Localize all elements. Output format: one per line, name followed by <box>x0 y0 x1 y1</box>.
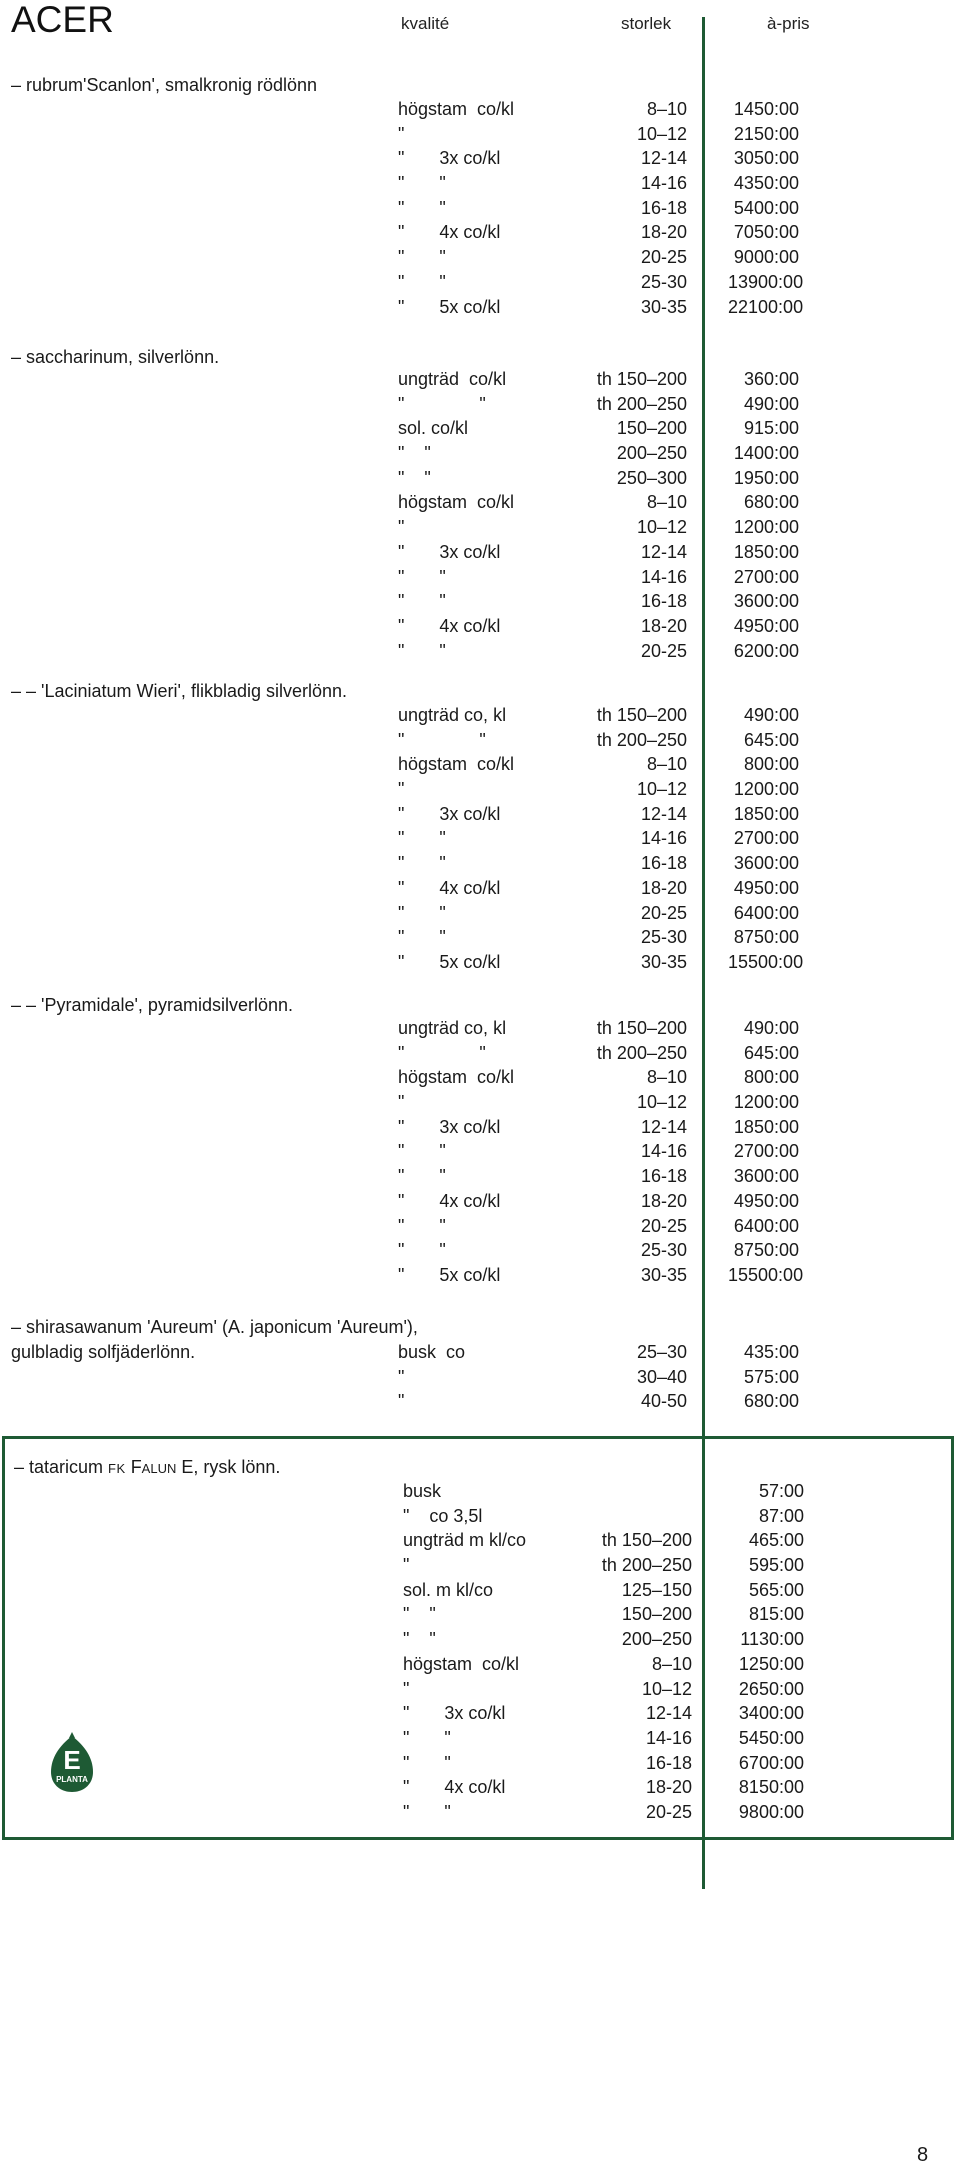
price-row <box>398 1065 798 1090</box>
price-cell: 595:00 <box>748 1555 804 1576</box>
quality-cell: " " <box>398 247 446 268</box>
price-row <box>398 851 798 876</box>
species-name: – shirasawanum 'Aureum' (A. japonicum 'Aureum'), gulbladig solfjäderlönn. <box>11 1317 418 1362</box>
size-cell: 125–150 <box>621 1579 692 1600</box>
quality-cell: högstam co/kl <box>403 1653 520 1674</box>
size-cell: 12-14 <box>640 148 687 169</box>
quality-cell: sol. co/kl <box>398 418 469 439</box>
size-cell: th 200–250 <box>601 1555 692 1576</box>
quality-cell: busk <box>403 1481 442 1501</box>
price-row <box>398 1263 804 1288</box>
price-cell: 9800:00 <box>738 1801 804 1822</box>
price-row <box>398 1016 798 1041</box>
quality-cell: " <box>403 1678 410 1699</box>
size-cell: 40-50 <box>640 1391 687 1412</box>
price-row <box>398 490 798 515</box>
logo-letter: E <box>63 1745 81 1775</box>
species-name <box>14 1455 280 1481</box>
price-row <box>398 728 798 753</box>
size-cell: 30–40 <box>636 1366 687 1387</box>
quality-cell: " <box>398 517 405 538</box>
price-cell: 3400:00 <box>738 1703 804 1724</box>
price-row <box>403 1578 803 1603</box>
price-row <box>398 171 798 196</box>
quality-cell: " <box>398 1391 405 1412</box>
species-name: – – 'Pyramidale', pyramidsilverlönn. <box>11 995 293 1015</box>
price-row <box>398 589 798 614</box>
price-row <box>403 1800 803 1825</box>
size-cell: 16-18 <box>640 197 687 218</box>
quality-cell: " " <box>398 1166 446 1187</box>
price-row <box>403 1751 803 1776</box>
species-name: – rubrum'Scanlon', smalkronig rödlönn <box>11 75 318 95</box>
price-row <box>398 614 798 639</box>
price-row <box>398 392 798 417</box>
size-cell: th 150–200 <box>601 1530 692 1551</box>
size-cell: 20-25 <box>640 247 687 268</box>
quality-cell: " " <box>403 1629 436 1650</box>
price-row <box>398 270 804 295</box>
size-cell: 10–12 <box>636 123 687 144</box>
price-cell: 490:00 <box>743 705 799 725</box>
quality-cell: högstam co/kl <box>398 99 515 119</box>
size-cell: 10–12 <box>636 1092 687 1113</box>
size-cell: 12-14 <box>640 1116 687 1137</box>
price-cell: 2700:00 <box>733 828 799 849</box>
size-cell: 16-18 <box>640 1166 687 1187</box>
quality-cell: " " <box>398 393 486 414</box>
price-row <box>398 1164 798 1189</box>
quality-cell: " " <box>398 828 446 849</box>
quality-cell: högstam co/kl <box>398 754 515 775</box>
price-row <box>398 245 798 270</box>
price-cell: 3600:00 <box>733 591 799 612</box>
size-cell: 16-18 <box>645 1752 692 1773</box>
size-cell: 250–300 <box>616 467 687 488</box>
quality-cell: ungträd co/kl <box>398 369 507 389</box>
size-cell: 30-35 <box>640 296 687 317</box>
size-cell: 18-20 <box>640 615 687 636</box>
quality-cell: " " <box>398 853 446 874</box>
size-cell: 150–200 <box>616 418 687 439</box>
quality-cell: " " <box>398 927 446 948</box>
size-cell: th 200–250 <box>596 729 687 750</box>
quality-cell: " co 3,5l <box>403 1505 483 1526</box>
price-row <box>398 122 798 147</box>
price-row <box>398 196 798 221</box>
size-cell: 25-30 <box>640 271 687 292</box>
price-cell: 680:00 <box>743 492 799 513</box>
quality-cell: " 3x co/kl <box>398 541 501 562</box>
e-planta-logo <box>49 1732 95 1794</box>
size-cell: th 150–200 <box>596 1018 687 1038</box>
price-row <box>403 1504 803 1529</box>
quality-cell: " " <box>398 1215 446 1236</box>
size-cell: 25–30 <box>636 1342 687 1362</box>
quality-cell: " " <box>398 1240 446 1261</box>
price-cell: 9000:00 <box>733 247 799 268</box>
size-cell: th 200–250 <box>596 393 687 414</box>
price-cell: 4950:00 <box>733 1190 799 1211</box>
price-cell: 15500:00 <box>728 1264 804 1285</box>
quality-cell: " <box>398 1092 405 1113</box>
quality-cell: busk co <box>398 1342 466 1362</box>
size-cell: 8–10 <box>646 492 687 513</box>
species-name: – – 'Laciniatum Wieri', flikbladig silverlönn. <box>11 681 348 701</box>
quality-cell: " " <box>398 271 446 292</box>
price-cell: 800:00 <box>743 754 799 775</box>
price-rows <box>398 1016 804 1288</box>
price-row <box>398 441 798 466</box>
price-cell: 800:00 <box>743 1067 799 1088</box>
size-cell: th 150–200 <box>596 705 687 725</box>
size-cell: 25-30 <box>640 927 687 948</box>
size-cell: 18-20 <box>645 1777 692 1798</box>
page-title: ACER <box>11 0 114 40</box>
price-cell: 15500:00 <box>728 951 804 972</box>
price-row <box>403 1479 803 1504</box>
species-tag-falun: Falun <box>130 1457 177 1477</box>
price-cell: 1200:00 <box>733 517 799 538</box>
size-cell: 10–12 <box>636 779 687 800</box>
quality-cell: " " <box>398 443 431 464</box>
quality-cell: högstam co/kl <box>398 1067 515 1088</box>
quality-cell: " " <box>398 902 446 923</box>
column-header-size: storlek <box>621 14 672 33</box>
price-rows <box>398 1340 798 1414</box>
quality-cell: " " <box>398 467 431 488</box>
price-row <box>403 1627 803 1652</box>
price-row <box>398 901 798 926</box>
price-cell: 4350:00 <box>733 173 799 194</box>
quality-cell: " <box>403 1555 410 1576</box>
price-row <box>398 540 798 565</box>
price-cell: 1130:00 <box>740 1629 804 1650</box>
quality-cell: " 3x co/kl <box>398 1116 501 1137</box>
price-row <box>398 367 798 392</box>
quality-cell: " " <box>398 591 446 612</box>
quality-cell: " " <box>398 1141 446 1162</box>
price-row <box>398 146 798 171</box>
quality-cell: " 5x co/kl <box>398 951 501 972</box>
size-cell: th 150–200 <box>596 369 687 389</box>
quality-cell: " " <box>403 1752 451 1773</box>
quality-cell: " 3x co/kl <box>403 1703 506 1724</box>
price-cell: 645:00 <box>743 729 799 750</box>
size-cell: 8–10 <box>646 99 687 119</box>
price-cell: 22100:00 <box>728 296 804 317</box>
price-row <box>403 1652 803 1677</box>
size-cell: 10–12 <box>636 517 687 538</box>
price-cell: 815:00 <box>748 1604 804 1625</box>
quality-cell: " 4x co/kl <box>398 615 501 636</box>
size-cell: 8–10 <box>646 1067 687 1088</box>
price-cell: 57:00 <box>758 1481 804 1501</box>
price-row <box>398 777 798 802</box>
quality-cell: " 4x co/kl <box>403 1777 506 1798</box>
quality-cell: " " <box>403 1604 436 1625</box>
size-cell: 12-14 <box>645 1703 692 1724</box>
page-number: 8 <box>917 2144 929 2166</box>
size-cell: 16-18 <box>640 853 687 874</box>
quality-cell: ungträd co, kl <box>398 1018 507 1038</box>
price-cell: 1850:00 <box>733 541 799 562</box>
price-row <box>398 876 798 901</box>
price-cell: 4950:00 <box>733 877 799 898</box>
price-row <box>403 1677 803 1702</box>
price-cell: 5450:00 <box>738 1727 804 1748</box>
price-cell: 1850:00 <box>733 1116 799 1137</box>
price-cell: 435:00 <box>743 1342 799 1362</box>
price-row <box>398 925 798 950</box>
price-rows <box>398 367 798 663</box>
price-cell: 565:00 <box>748 1579 804 1600</box>
size-cell: 20-25 <box>640 640 687 661</box>
price-cell: 915:00 <box>743 418 799 439</box>
price-cell: 1200:00 <box>733 779 799 800</box>
column-header-quality: kvalité <box>401 14 450 33</box>
size-cell: 8–10 <box>651 1653 692 1674</box>
price-cell: 490:00 <box>743 393 799 414</box>
price-row <box>398 1041 798 1066</box>
price-cell: 5400:00 <box>733 197 799 218</box>
quality-cell: ungträd co, kl <box>398 705 507 725</box>
price-cell: 1450:00 <box>733 99 799 119</box>
price-cell: 680:00 <box>743 1391 799 1412</box>
price-cell: 465:00 <box>748 1530 804 1551</box>
size-cell: 18-20 <box>640 877 687 898</box>
size-cell: 16-18 <box>640 591 687 612</box>
price-cell: 3050:00 <box>733 148 799 169</box>
price-row <box>398 416 798 441</box>
price-cell: 490:00 <box>743 1018 799 1038</box>
price-cell: 2650:00 <box>738 1678 804 1699</box>
quality-cell: " " <box>398 566 446 587</box>
price-cell: 2150:00 <box>733 123 799 144</box>
size-cell: 20-25 <box>640 902 687 923</box>
price-cell: 3600:00 <box>733 853 799 874</box>
price-row <box>398 515 798 540</box>
quality-cell: " " <box>398 173 446 194</box>
size-cell: 14-16 <box>640 1141 687 1162</box>
size-cell: 30-35 <box>640 951 687 972</box>
price-cell: 4950:00 <box>733 615 799 636</box>
price-row <box>398 97 798 122</box>
size-cell: 12-14 <box>640 803 687 824</box>
price-cell: 13900:00 <box>728 271 804 292</box>
size-cell: 150–200 <box>621 1604 692 1625</box>
quality-cell: " " <box>398 1042 486 1063</box>
price-cell: 6400:00 <box>733 902 799 923</box>
price-row <box>398 466 798 491</box>
price-row <box>398 639 798 664</box>
price-cell: 2700:00 <box>733 1141 799 1162</box>
size-cell: 14-16 <box>640 828 687 849</box>
size-cell: 25-30 <box>640 1240 687 1261</box>
price-cell: 2700:00 <box>733 566 799 587</box>
size-cell: th 200–250 <box>596 1042 687 1063</box>
size-cell: 14-16 <box>640 173 687 194</box>
price-cell: 360:00 <box>743 369 799 389</box>
price-rows <box>398 703 804 975</box>
price-rows <box>403 1479 803 1825</box>
quality-cell: " 4x co/kl <box>398 1190 501 1211</box>
quality-cell: " <box>398 1366 405 1387</box>
price-row <box>403 1701 803 1726</box>
price-cell: 6700:00 <box>738 1752 804 1773</box>
column-header-price: à-pris <box>767 14 810 33</box>
price-row <box>398 1340 798 1365</box>
species-name: – saccharinum, silverlönn. <box>11 347 220 367</box>
quality-cell: ungträd m kl/co <box>403 1530 527 1551</box>
price-cell: 8750:00 <box>733 1240 799 1261</box>
price-row <box>398 220 798 245</box>
quality-cell: " <box>398 123 405 144</box>
species-suffix: E, rysk lönn. <box>176 1457 281 1477</box>
size-cell: 20-25 <box>645 1801 692 1822</box>
price-row <box>403 1602 803 1627</box>
price-row <box>398 826 798 851</box>
price-row <box>398 1389 798 1414</box>
price-row <box>398 1238 798 1263</box>
price-cell: 575:00 <box>743 1366 799 1387</box>
price-row <box>398 1115 798 1140</box>
quality-cell: " <box>398 779 405 800</box>
size-cell: 12-14 <box>640 541 687 562</box>
price-cell: 1850:00 <box>733 803 799 824</box>
quality-cell: " 5x co/kl <box>398 296 501 317</box>
price-row <box>398 1139 798 1164</box>
price-row <box>398 703 798 728</box>
price-cell: 7050:00 <box>733 222 799 243</box>
price-cell: 1400:00 <box>733 443 799 464</box>
size-cell: 14-16 <box>645 1727 692 1748</box>
price-row <box>398 295 804 320</box>
price-cell: 3600:00 <box>733 1166 799 1187</box>
quality-cell: " " <box>398 640 446 661</box>
quality-cell: " 4x co/kl <box>398 222 501 243</box>
size-cell: 10–12 <box>641 1678 692 1699</box>
species-tag-fk: FK <box>108 1461 126 1476</box>
price-row <box>403 1726 803 1751</box>
price-row <box>403 1775 803 1800</box>
quality-cell: " 5x co/kl <box>398 1264 501 1285</box>
price-cell: 645:00 <box>743 1042 799 1063</box>
quality-cell: " 3x co/kl <box>398 148 501 169</box>
size-cell: 14-16 <box>640 566 687 587</box>
price-cell: 87:00 <box>758 1505 804 1526</box>
size-cell: 20-25 <box>640 1215 687 1236</box>
quality-cell: " " <box>398 729 486 750</box>
quality-cell: " " <box>398 197 446 218</box>
size-cell: 200–250 <box>621 1629 692 1650</box>
price-row <box>398 950 804 975</box>
species-prefix: – tataricum <box>14 1457 109 1477</box>
size-cell: 18-20 <box>640 222 687 243</box>
price-row <box>398 752 798 777</box>
price-row <box>398 1365 798 1390</box>
price-row <box>398 802 798 827</box>
price-row <box>403 1528 803 1553</box>
price-cell: 1200:00 <box>733 1092 799 1113</box>
price-row <box>403 1553 803 1578</box>
quality-cell: sol. m kl/co <box>403 1579 494 1600</box>
size-cell: 200–250 <box>616 443 687 464</box>
quality-cell: högstam co/kl <box>398 492 515 513</box>
size-cell: 30-35 <box>640 1264 687 1285</box>
price-cell: 8750:00 <box>733 927 799 948</box>
price-row <box>398 1090 798 1115</box>
quality-cell: " " <box>403 1801 451 1822</box>
price-cell: 6400:00 <box>733 1215 799 1236</box>
size-cell: 8–10 <box>646 754 687 775</box>
price-cell: 6200:00 <box>733 640 799 661</box>
price-rows <box>398 97 804 319</box>
price-cell: 8150:00 <box>738 1777 804 1798</box>
logo-label: PLANTA <box>56 1775 88 1784</box>
price-row <box>398 1189 798 1214</box>
size-cell: 18-20 <box>640 1190 687 1211</box>
price-cell: 1250:00 <box>738 1653 804 1674</box>
quality-cell: " 3x co/kl <box>398 803 501 824</box>
price-row <box>398 565 798 590</box>
quality-cell: " 4x co/kl <box>398 877 501 898</box>
price-row <box>398 1214 798 1239</box>
quality-cell: " " <box>403 1727 451 1748</box>
price-cell: 1950:00 <box>733 467 799 488</box>
